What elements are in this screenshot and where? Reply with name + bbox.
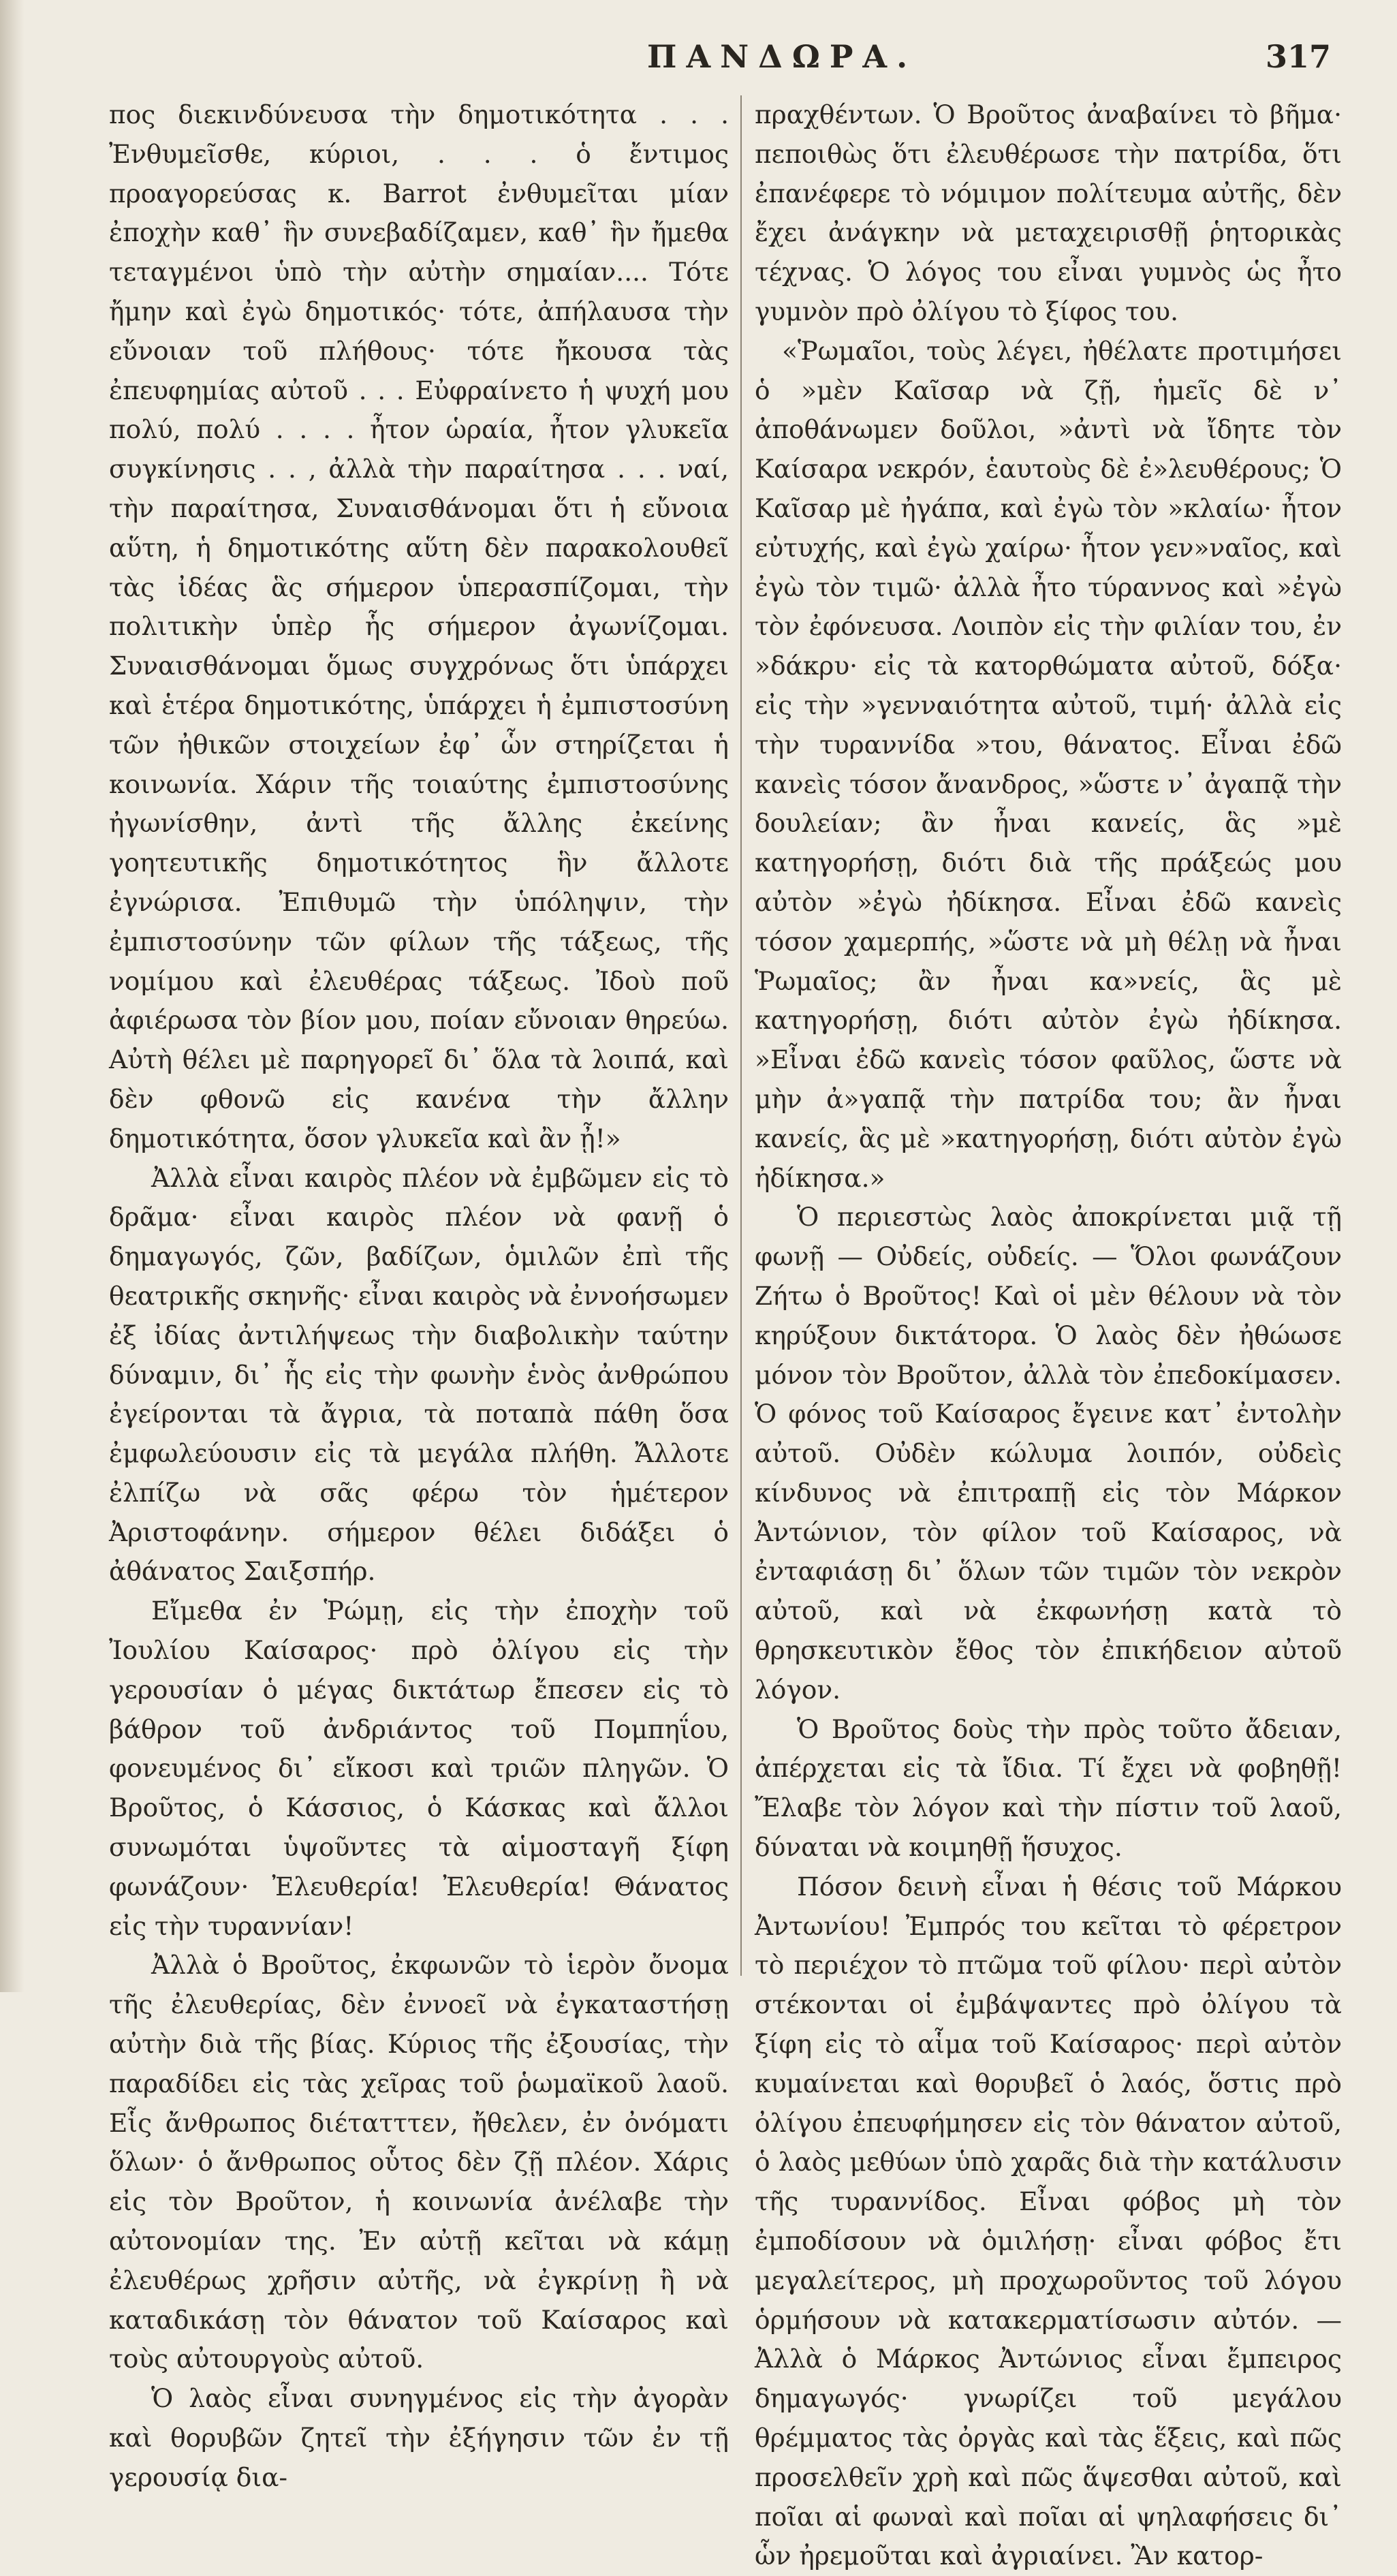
paragraph: Πόσον δεινὴ εἶναι ἡ θέσις τοῦ Μάρκου Ἀντωνίου! Ἐμπρός του κεῖται τὸ φέρετρον τὸ περιέχον τὸ πτῶμα τοῦ φίλου· περὶ αὐτὸν στέκονται οἱ ἐμβάψαντες πρὸ ὀλίγου τὰ ξίφη εἰς τὸ αἷμα τοῦ Καίσαρος· περὶ αὐτὸν κυμαίνεται καὶ θορυβεῖ ὁ λαός, ὅστις πρὸ ὀλίγου ἐπευφήμησεν εἰς τὸν θάνατον αὐτοῦ, ὁ λαὸς μεθύων ὑπὸ χαρᾶς διὰ τὴν κατάλυσιν τῆς τυραννίδος. Εἶναι φόβος μὴ τὸν ἐμποδίσουν νὰ ὁμιλήσῃ· εἶναι φόβος ἔτι μεγαλείτερος, μὴ προχωροῦντος τοῦ λόγου ὁρμήσουν νὰ κατακερματίσωσιν αὐτόν. — Ἀλλὰ ὁ Μάρκος Ἀντώνιος εἶναι ἔμπειρος δημαγωγός· γνωρίζει τοῦ μεγάλου θρέμματος τὰς ὀργὰς καὶ τὰς ἕξεις, καὶ πῶς προσελθεῖν χρὴ καὶ πῶς ἅψεσθαι αὐτοῦ, καὶ ποῖαι αἱ φωναὶ καὶ ποῖαι αἱ ψηλαφήσεις δι᾽ ὧν ἠρεμοῦται καὶ ἀγριαίνει. Ἂν κατορ-: [755, 1871, 1342, 2571]
paragraph: Ὁ λαὸς εἶναι συνηγμένος εἰς τὴν ἀγορὰν καὶ θορυβῶν ζητεῖ τὴν ἐξήγησιν τῶν ἐν τῇ γερουσίᾳ δια-: [109, 2383, 729, 2492]
quoted-speech: «Ῥωμαῖοι, τοὺς λέγει, ἠθέλατε προτιμήσει ὁ »μὲν Καῖσαρ νὰ ζῇ, ἡμεῖς δὲ ν᾽ ἀποθάνωμεν δοῦλοι, »ἀντὶ νὰ ἴδητε τὸν Καίσαρα νεκρόν, ἑαυτοὺς δὲ ἐ»λευθέρους; Ὁ Καῖσαρ μὲ ἠγάπα, καὶ ἐγὼ τὸν »κλαίω· ἦτον εὐτυχής, καὶ ἐγὼ χαίρω· ἦτον γεν»ναῖος, καὶ ἐγὼ τὸν τιμῶ· ἀλλὰ ἦτο τύραννος καὶ »ἐγὼ τὸν ἐφόνευσα. Λοιπὸν εἰς τὴν φιλίαν του, ἐν »δάκρυ· εἰς τὰ κατορθώματα αὐτοῦ, δόξα· εἰς τὴν »γενναιότητα αὐτοῦ, τιμή· ἀλλὰ εἰς τὴν τυραννίδα »του, θάνατος. Εἶναι ἐδῶ κανεὶς τόσον ἄνανδρος, »ὥστε ν᾽ ἀγαπᾷ τὴν δουλείαν; ἂν ἦναι κανείς, ἃς »μὲ κατηγορήσῃ, διότι διὰ τῆς πράξεώς μου αὐτὸν »ἐγὼ ἠδίκησα. Εἶναι ἐδῶ κανεὶς τόσον χαμερπής, »ὥστε νὰ μὴ θέλῃ νὰ ἦναι Ῥωμαῖος; ἂν ἦναι κα»νείς, ἃς μὲ κατηγορήσῃ, διότι αὐτὸν ἐγὼ ἠδίκησα. »Εἶναι ἐδῶ κανεὶς τόσον φαῦλος, ὥστε νὰ μὴν ἀ»γαπᾷ τὴν πατρίδα του; ἂν ἦναι κανείς, ἃς μὲ »κατηγορήσῃ, διότι αὐτὸν ἐγὼ ἠδίκησα.»: [755, 335, 1342, 1193]
page-number: 317: [1265, 38, 1331, 75]
right-column: [755, 95, 1342, 2576]
journal-title: ΠΑΝΔΩΡΑ.: [647, 38, 917, 75]
paragraph: Ἀλλὰ εἶναι καιρὸς πλέον νὰ ἐμβῶμεν εἰς τὸ δρᾶμα· εἶναι καιρὸς πλέον νὰ φανῇ ὁ δημαγωγός, ζῶν, βαδίζων, ὁμιλῶν ἐπὶ τῆς θεατρικῆς σκηνῆς· εἶναι καιρὸς νὰ ἐννοήσωμεν ἐξ ἰδίας ἀντιλήψεως τὴν διαβολικὴν ταύτην δύναμιν, δι᾽ ἧς εἰς τὴν φωνὴν ἑνὸς ἀνθρώπου ἐγείρονται τὰ ἄγρια, τὰ ποταπὰ πάθη ὅσα ἐμφωλεύουσιν εἰς τὰ μεγάλα πλήθη. Ἄλλοτε ἐλπίζω νὰ σᾶς φέρω τὸν ἡμέτερον Ἀριστοφάνην. σήμερον θέλει διδάξει ὁ ἀθάνατος Σαιξσπήρ.: [109, 1162, 729, 1587]
paragraph: Ἀλλὰ ὁ Βροῦτος, ἐκφωνῶν τὸ ἱερὸν ὄνομα τῆς ἐλευθερίας, δὲν ἐννοεῖ νὰ ἐγκαταστήσῃ αὐτὴν διὰ τῆς βίας. Κύριος τῆς ἐξουσίας, τὴν παραδίδει εἰς τὰς χεῖρας τοῦ ῥωμαϊκοῦ λαοῦ. Εἷς ἄνθρωπος διέτατττεν, ἤθελεν, ἐν ὀνόματι ὅλων· ὁ ἄνθρωπος οὗτος δὲν ζῇ πλέον. Χάρις εἰς τὸν Βροῦτον, ἡ κοινωνία ἀνέλαβε τὴν αὐτονομίαν της. Ἐν αὐτῇ κεῖται νὰ κάμῃ ἐλευθέρως χρῆσιν αὐτῆς, νὰ ἐγκρίνῃ ἢ νὰ καταδικάσῃ τὸν θάνατον τοῦ Καίσαρος καὶ τοὺς αὐτουργοὺς αὐτοῦ.: [109, 1950, 729, 2374]
left-column: [109, 95, 729, 2498]
paragraph: Εἴμεθα ἐν Ῥώμῃ, εἰς τὴν ἐποχὴν τοῦ Ἰουλίου Καίσαρος· πρὸ ὀλίγου εἰς τὴν γερουσίαν ὁ μέγας δικτάτωρ ἔπεσεν εἰς τὸ βάθρον τοῦ ἀνδριάντος τοῦ Πομπηΐου, φονευμένος δι᾽ εἴκοσι καὶ τριῶν πληγῶν. Ὁ Βροῦτος, ὁ Κάσσιος, ὁ Κάσκας καὶ ἄλλοι συνωμόται ὑψοῦντες τὰ αἱμοσταγῆ ξίφη φωνάζουν· Ἐλευθερία! Ἐλευθερία! Θάνατος εἰς τὴν τυραννίαν!: [109, 1596, 729, 1941]
paragraph: Ὁ περιεστὼς λαὸς ἀποκρίνεται μιᾷ τῇ φωνῇ — Οὐδείς, οὐδείς. — Ὅλοι φωνάζουν Ζήτω ὁ Βροῦτος! Καὶ οἱ μὲν θέλουν νὰ τὸν κηρύξουν δικτάτορα. Ὁ λαὸς δὲν ἠθώωσε μόνον τὸν Βροῦτον, ἀλλὰ τὸν ἐπεδοκίμασεν. Ὁ φόνος τοῦ Καίσαρος ἔγεινε κατ᾽ ἐντολὴν αὐτοῦ. Οὐδὲν κώλυμα λοιπόν, οὐδεὶς κίνδυνος νὰ ἐπιτραπῇ εἰς τὸν Μάρκον Ἀντώνιον, τὸν φίλον τοῦ Καίσαρος, νὰ ἐνταφιάσῃ δι᾽ ὅλων τῶν τιμῶν τὸν νεκρὸν αὐτοῦ, καὶ νὰ ἐκφωνήσῃ κατὰ τὸ θρησκευτικὸν ἔθος τὸν ἐπικήδειον αὐτοῦ λόγον.: [755, 1202, 1342, 1705]
paragraph: πος διεκινδύνευσα τὴν δημοτικότητα . . . Ἐνθυμεῖσθε, κύριοι, . . . ὁ ἔντιμος προαγορεύσας κ. Barrot ἐνθυμεῖται μίαν ἐποχὴν καθ᾽ ἣν συνεβαδίζαμεν, καθ᾽ ἣν ἤμεθα τεταγμένοι ὑπὸ τὴν αὐτὴν σημαίαν.... Τότε ἤμην καὶ ἐγὼ δημοτικός· τότε, ἀπήλαυσα τὴν εὔνοιαν τοῦ πλήθους· τότε ἤκουσα τὰς ἐπευφημίας αὐτοῦ . . . Εὐφραίνετο ἡ ψυχή μου πολύ, πολύ . . . . ἦτον ὡραία, ἦτον γλυκεῖα συγκίνησις . . , ἀλλὰ τὴν παραίτησα . . . ναί, τὴν παραίτησα, Συναισθάνομαι ὅτι ἡ εὔνοια αὕτη, ἡ δημοτικότης αὕτη δὲν παρακολουθεῖ τὰς ἰδέας ἃς σήμερον ὑπερασπίζομαι, τὴν πολιτικὴν ὑπὲρ ἧς σήμερον ἀγωνίζομαι. Συναισθάνομαι ὅμως συγχρόνως ὅτι ὑπάρχει καὶ ἑτέρα δημοτικότης, ὑπάρχει ἡ ἐμπιστοσύνη τῶν ἠθικῶν στοιχείων ἐφ᾽ ὧν στηρίζεται ἡ κοινωνία. Χάριν τῆς τοιαύτης ἐμπιστοσύνης ἠγωνίσθην, ἀντὶ τῆς ἄλλης ἐκείνης γοητευτικῆς δημοτικότητος ἣν ἄλλοτε ἐγνώρισα. Ἐπιθυμῶ τὴν ὑπόληψιν, τὴν ἐμπιστοσύνην τῶν φίλων τῆς τάξεως, τῆς νομίμου καὶ ἐλευθέρας τάξεως. Ἰδοὺ ποῦ ἀφιέρωσα τὸν βίον μου, ποίαν εὔνοιαν θηρεύω. Αὐτὴ θέλει μὲ παρηγορεῖ δι᾽ ὅλα τὰ λοιπά, καὶ δὲν φθονῶ εἰς κανένα τὴν ἄλλην δημοτικότητα, ὅσον γλυκεῖα καὶ ἂν ᾖ!»: [109, 99, 729, 1153]
running-header: [109, 38, 1355, 86]
page-binding-edge: [0, 0, 25, 1992]
paragraph: πραχθέντων. Ὁ Βροῦτος ἀναβαίνει τὸ βῆμα· πεποιθὼς ὅτι ἐλευθέρωσε τὴν πατρίδα, ὅτι ἐπανέφερε τὸ νόμιμον πολίτευμα αὐτῆς, δὲν ἔχει ἀνάγκην νὰ μεταχειρισθῇ ῥητορικὰς τέχνας. Ὁ λόγος του εἶναι γυμνὸς ὡς ἦτο γυμνὸν πρὸ ὀλίγου τὸ ξίφος του.: [755, 99, 1342, 326]
column-divider: [740, 95, 742, 1976]
paragraph: Ὁ Βροῦτος δοὺς τὴν πρὸς τοῦτο ἄδειαν, ἀπέρχεται εἰς τὰ ἴδια. Τί ἔχει νὰ φοβηθῇ! Ἔλαβε τὸν λόγον καὶ τὴν πίστιν τοῦ λαοῦ, δύναται νὰ κοιμηθῇ ἥσυχος.: [755, 1713, 1342, 1863]
